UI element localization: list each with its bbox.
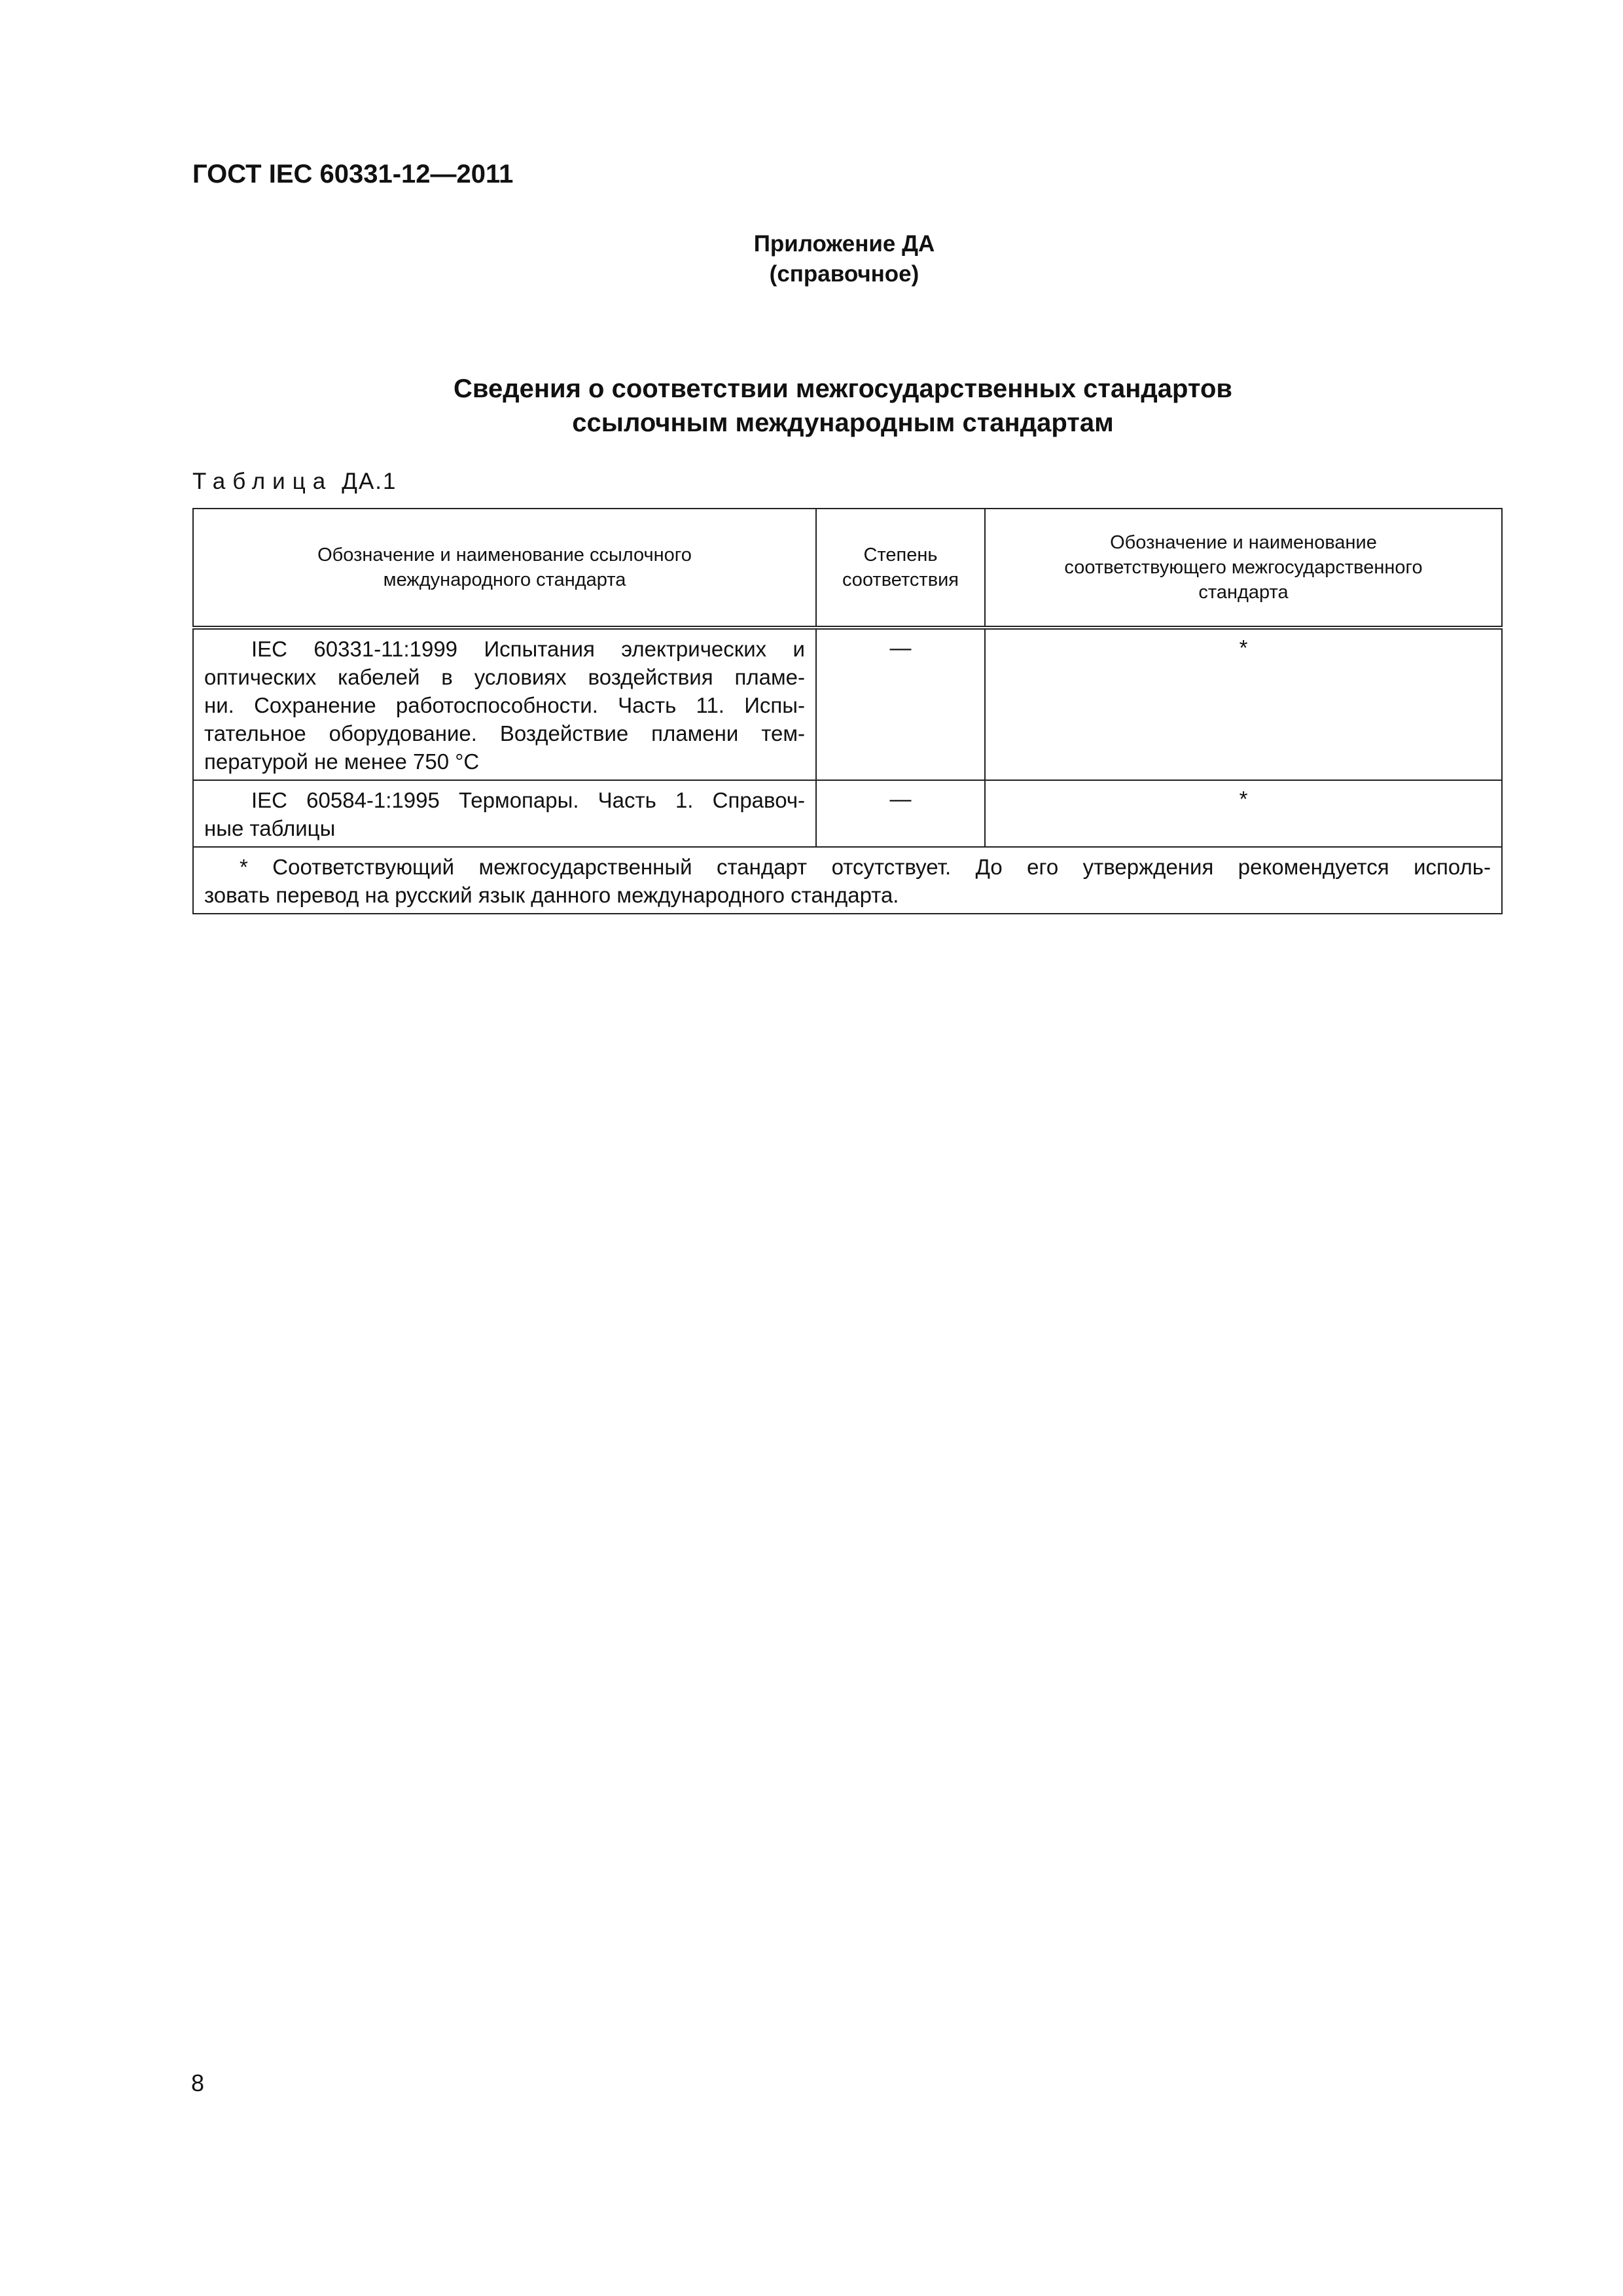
correspondence-table [192, 508, 1503, 914]
column-header-reference-standard: Обозначение и наименование ссылочного международного стандарта [193, 509, 816, 628]
table-row [193, 628, 1502, 780]
table-caption [192, 469, 397, 495]
column-header-national-standard: Обозначение и наименование соответствующего межгосударственного стандарта [985, 509, 1502, 628]
reference-standard-cell: IEC 60584-1:1995 Термопары. Часть 1. Справоч- ные таблицы [193, 780, 816, 847]
section-title-line-2: ссылочным международным стандартам [572, 408, 1114, 437]
table-caption-number: ДА.1 [342, 469, 397, 494]
document-designation: ГОСТ IEC 60331-12—2011 [192, 160, 514, 188]
annex-type: (справочное) [769, 261, 919, 287]
section-title-line-1: Сведения о соответствии межгосударственных стандартов [454, 374, 1232, 403]
table-row [193, 780, 1502, 847]
annex-heading [707, 229, 982, 289]
table-footnote-row [193, 847, 1502, 914]
degree-cell: — [816, 780, 985, 847]
reference-standard-cell: IEC 60331-11:1999 Испытания электрических и оптических кабелей в условиях воздействия пламе- ни. Сохранение работоспособности. Часть 11. Испы- тательное оборудование. Воздействие пламени тем- пературой не менее 750 °С [193, 628, 816, 780]
page-number: 8 [191, 2070, 205, 2096]
column-header-degree: Степень соответствия [816, 509, 985, 628]
national-standard-cell: * [985, 628, 1502, 780]
table-header-row [193, 509, 1502, 628]
degree-cell: — [816, 628, 985, 780]
section-title [327, 372, 1359, 440]
table-caption-word: Таблица [192, 469, 333, 494]
table-footnote: * Соответствующий межгосударственный стандарт отсутствует. До его утверждения рекомендуется исполь- зовать перевод на русский язык данного международного стандарта. [193, 847, 1502, 914]
national-standard-cell: * [985, 780, 1502, 847]
annex-title: Приложение ДА [753, 231, 935, 257]
